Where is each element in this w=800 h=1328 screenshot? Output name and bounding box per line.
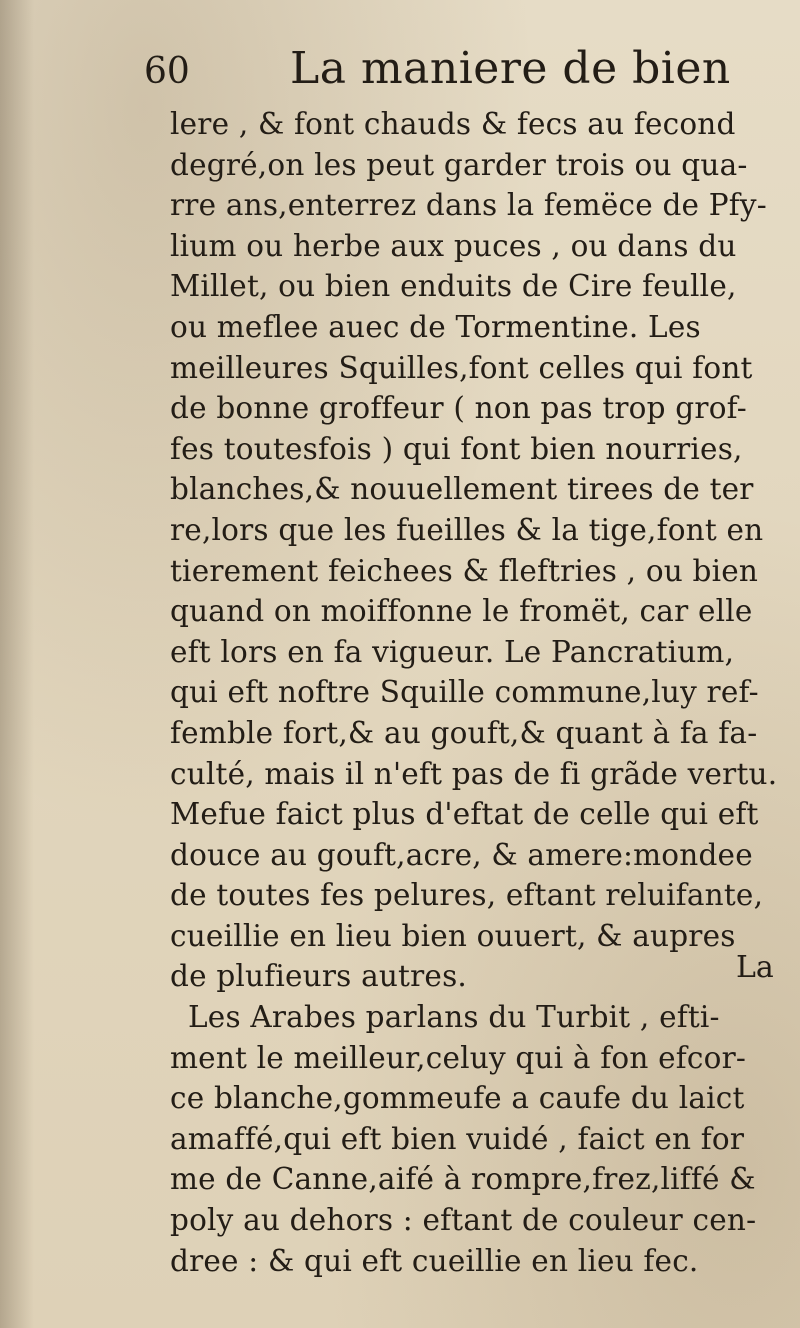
text-line: re,lors que les fueilles & la tige,font en bbox=[170, 512, 764, 547]
text-line: Les Arabes parlans du Turbit , efti- bbox=[188, 1000, 720, 1035]
text-line: tierement feichees & fleftries , ou bien bbox=[170, 553, 759, 588]
text-line: douce au gouft,acre, & amere:mondee bbox=[170, 837, 753, 872]
text-line: de bonne groffeur ( non pas trop grof- bbox=[170, 391, 747, 426]
text-line: rre ans,enterrez dans la femëce de Pfy- bbox=[170, 188, 767, 223]
running-head: La maniere de bien bbox=[290, 43, 731, 94]
text-line: ou meflee auec de Tormentine. Les bbox=[170, 309, 701, 344]
text-line: culté, mais il n'eft pas de fi grãde vertu. bbox=[170, 756, 778, 791]
text-line: fes toutesfois ) qui font bien nourries, bbox=[170, 431, 743, 466]
text-line: de toutes fes pelures, eftant reluifante, bbox=[170, 878, 764, 913]
text-line: Mefue faict plus d'eftat de celle qui eft bbox=[170, 797, 759, 832]
text-line: ce blanche,gommeufe a caufe du laict bbox=[170, 1081, 745, 1116]
text-line: poly au dehors : eftant de couleur cen- bbox=[170, 1203, 757, 1238]
text-line: meilleures Squilles,font celles qui font bbox=[170, 350, 753, 385]
body-text bbox=[170, 104, 790, 1281]
text-line: eft lors en fa vigueur. Le Pancratium, bbox=[170, 634, 735, 669]
text-line: cueillie en lieu bien ouuert, & aupres bbox=[170, 918, 736, 953]
text-line: lere , & font chauds & fecs au fecond bbox=[170, 107, 736, 141]
text-line: lium ou herbe aux puces , ou dans du bbox=[170, 228, 737, 263]
page-number: 60 bbox=[144, 51, 190, 92]
text-line: degré,on les peut garder trois ou qua- bbox=[170, 147, 748, 182]
text-line: femble fort,& au gouft,& quant à fa fa- bbox=[170, 715, 758, 750]
text-line: blanches,& nouuellement tirees de ter bbox=[170, 472, 754, 507]
text-line: me de Canne,aifé à rompre,frez,liffé & bbox=[170, 1162, 756, 1197]
text-line: quand on moiffonne le fromët, car elle bbox=[170, 594, 753, 629]
spine-shadow bbox=[0, 0, 34, 1328]
catchword: La bbox=[736, 950, 774, 985]
text-line: de plufieurs autres. bbox=[170, 959, 467, 994]
page-header bbox=[140, 42, 740, 98]
text-line: amaffé,qui eft bien vuidé , faict en for bbox=[170, 1121, 745, 1156]
text-line: dree : & qui eft cueillie en lieu fec. bbox=[170, 1243, 699, 1278]
text-line: Millet, ou bien enduits de Cire feulle, bbox=[170, 269, 737, 304]
text-line: ment le meilleur,celuy qui à fon efcor- bbox=[170, 1040, 747, 1075]
text-line: qui eft noftre Squille commune,luy ref- bbox=[170, 675, 759, 710]
